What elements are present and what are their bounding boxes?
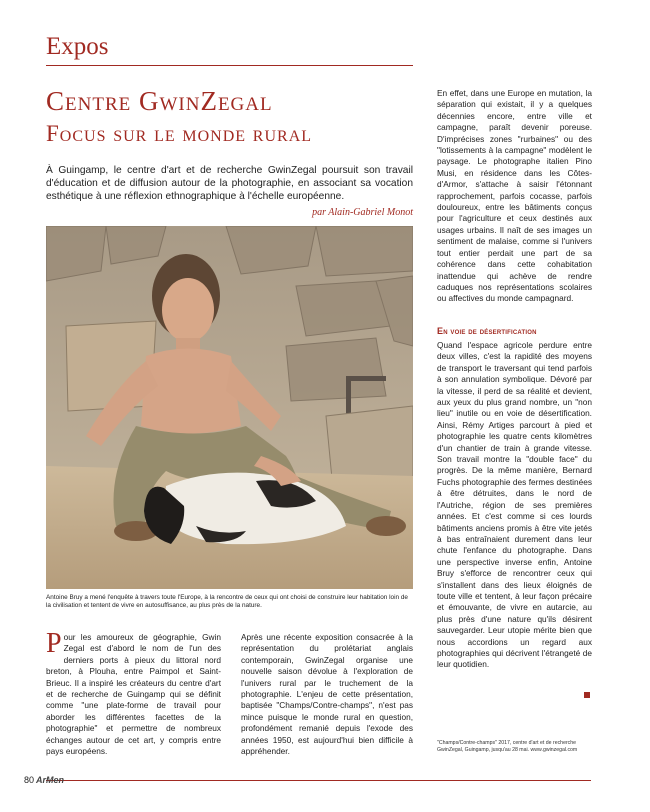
byline: par Alain-Gabriel Monot [312, 207, 413, 218]
column-3-continued: Quand l'espace agricole perdure entre deux villes, c'est la rapidité des moyens de transport le traversant qui tend parfois à son annulation symbolique. Dévoré par la vitesse, il perd de sa réalité et devient, aux yeux du plus grand nombre, un "non lieu" inutile ou en voie de désertification. Ainsi, Rémy Artiges parcourt à pied et photographie les quatre cents kilomètres d'un chantier de train à grande vitesse. Son travail montre la "double face" du progrès. De la même manière, Bernard Fuchs photographie des fermes destinées à être détruites, dans le nord de l'Autriche, région de ses premières années. Et c'est comme si ces lourds bâtiments anciens promis à être vite jetés à bas entraînaient durement dans leur chute l'enfance du photographe. Dans une perspective inverse enfin, Antoine Bruy s'efforce de rencontrer ceux qui s'installent dans des lieux éloignés de toute ville et tentent, à leur façon précaire et émouvante, de vivre en autarcie, au plus près d'une nature qu'ils désirent sauvegarder. Leur utopie mérite bien que nous accordions un regard aux photographies qui décrivent l'étrangeté de leur quotidien. [437, 340, 592, 670]
subheading: En voie de désertification [437, 326, 537, 336]
exhibition-footnote: "Champs/Contre-champs" 2017, centre d'art et de recherche GwinZegal, Guingamp, jusqu'au 28 mai. www.gwinzegal.com [437, 740, 578, 753]
section-title: Expos [46, 33, 109, 60]
footer-rule [46, 780, 591, 781]
photo-caption: Antoine Bruy a mené l'enquête à travers toute l'Europe, à la rencontre de ceux qui ont choisi de construire leur habitation loin de la civilisation et tentent de vivre en autosuffisance, au plus près de la nature. [46, 594, 408, 610]
column-2: Après une récente exposition consacrée à la représentation du prolétariat anglais contemporain, GwinZegal organise une nouvelle saison dévolue à l'exploration de l'univers rural par le truchement de la photographie. L'enjeu de cette présentation, baptisée "Champs/Contre-champs", n'est pas mince puisque le monde rural en question, profondément remanié depuis l'exode des années 1950, est aujourd'hui bien difficile à appréhender. [241, 632, 413, 757]
intro-paragraph: À Guingamp, le centre d'art et de recherche GwinZegal poursuit son travail d'éducation et de diffusion autour de la photographie, en associant sa vocation esthétique à une réflexion ethnographique à l'échelle européenne. [46, 165, 413, 203]
article-subtitle: Focus sur le monde rural [46, 121, 313, 146]
end-of-article-mark [584, 692, 590, 698]
page-number: 80 [24, 775, 35, 785]
drop-cap: P [46, 628, 62, 659]
section-rule [46, 65, 413, 66]
column-3: En effet, dans une Europe en mutation, la séparation qui existait, il y a quelques décennies encore, entre ville et campagne, paraît devenir poreuse. D'imprécises zones "rurbaines" ou des "lotissements à la campagne" modèlent le paysage. Le photographe italien Pino Musi, en résidence dans les Côtes-d'Armor, s'attache à saisir l'étonnant rapprochement, parfois cocasse, parfois douloureux, entre les bâtiments conçus pour l'agriculture et ceux destinés aux usages urbains. Il naît de ses images un sentiment de malaise, comme si l'univers tout entier perdait une part de sa cohérence dans cette cohabitation inattendue qui achève de rendre caduques nos représentations scolaires ou affectives du monde campagnard. [437, 88, 592, 304]
article-title: Centre GwinZegal [46, 86, 273, 116]
column-1 [46, 628, 221, 757]
magazine-brand: ArMen [36, 775, 65, 785]
article-photo [46, 226, 413, 589]
photo-illustration [46, 226, 413, 589]
column-1-text: our les amoureux de géographie, Gwin Zegal est d'abord le nom de l'un des derniers ports à pieux du littoral nord breton, à Plouha, entre Paimpol et Saint-Brieuc. Il a inspiré les créateurs du centre d'art et de recherche de Guingamp qui se définit comme "une plate-forme de travail pour aborder les différentes facettes de la photographie" et permettre de nombreux échanges autour de cet art, y compris entre pays européens. [46, 632, 221, 757]
